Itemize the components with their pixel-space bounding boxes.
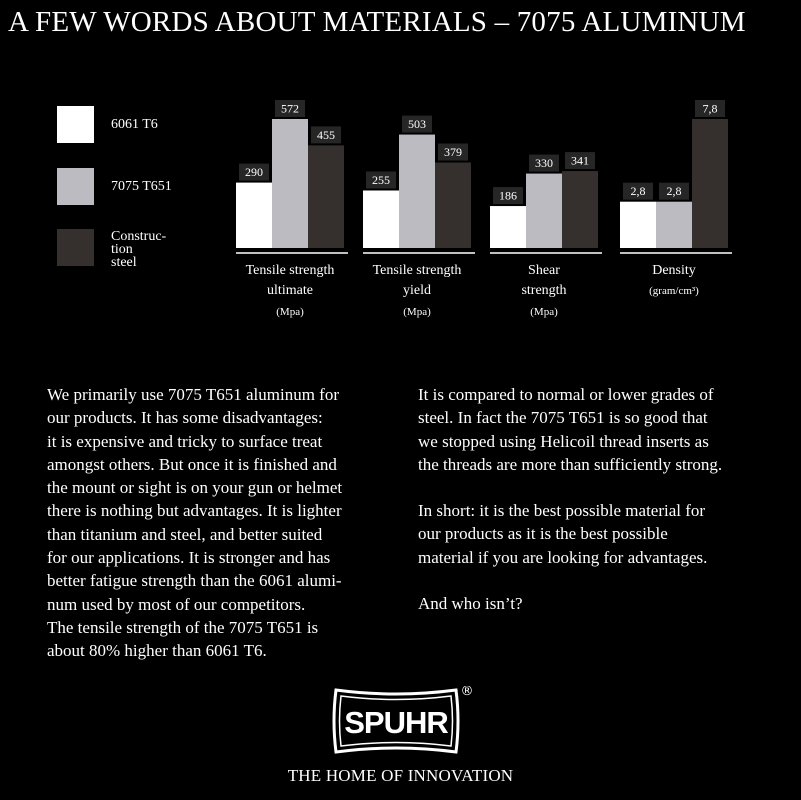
bar-shear-strength-7075-t651	[526, 174, 562, 248]
bar-tensile-strength-yield-construction-steel	[435, 163, 471, 248]
body-line: our products. It has some disadvantages:	[47, 408, 323, 428]
body-text-right	[418, 383, 722, 638]
page-title: A FEW WORDS ABOUT MATERIALS – 7075 ALUMINUM	[8, 6, 746, 38]
body-line: material if you are looking for advantages.	[418, 547, 708, 567]
data-label-tensile-strength-yield-construction-steel: 379	[444, 145, 462, 160]
body-line: the threads are more than sufficiently strong.	[418, 454, 723, 474]
data-label-density-6061-t6: 2,8	[630, 184, 646, 199]
category-unit-tensile-strength-ultimate: (Mpa)	[276, 306, 304, 318]
body-line: about 80% higher than 6061 T6.	[47, 641, 267, 661]
body-line: In short: it is the best possible material for	[418, 501, 706, 521]
legend-label-steel: Construc- tion steel	[111, 229, 167, 270]
body-text-left	[47, 383, 342, 663]
data-label-tensile-strength-ultimate-construction-steel: 455	[317, 127, 335, 142]
paragraph	[418, 499, 722, 569]
category-label-line2-shear-strength: strength	[521, 283, 567, 298]
tagline: THE HOME OF INNOVATION	[287, 766, 514, 785]
logo-text: SPUHR	[344, 705, 448, 740]
category-label-density: Density	[652, 263, 696, 278]
data-label-shear-strength-7075-t651: 330	[535, 156, 553, 171]
body-line: And who isn’t?	[418, 594, 523, 614]
data-label-density-construction-steel: 7,8	[702, 101, 718, 116]
data-label-shear-strength-6061-t6: 186	[499, 188, 517, 203]
body-line: for our applications. It is stronger and has	[47, 548, 331, 568]
category-label-tensile-strength-yield: Tensile strength	[372, 263, 462, 278]
bar-shear-strength-construction-steel	[562, 171, 598, 248]
body-line: steel. In fact the 7075 T651 is so good that	[418, 408, 708, 428]
bar-tensile-strength-ultimate-6061-t6	[236, 183, 272, 248]
category-unit-shear-strength: (Mpa)	[530, 306, 558, 318]
body-line: it is expensive and tricky to surface treat	[47, 431, 323, 451]
data-label-tensile-strength-yield-6061-t6: 255	[372, 172, 390, 187]
body-line: better fatigue strength than the 6061 alumi-	[47, 571, 342, 591]
paragraph	[418, 592, 722, 615]
body-line: our products as it is the best possible	[418, 524, 668, 544]
data-label-density-7075-t651: 2,8	[666, 184, 682, 199]
category-label-line2-tensile-strength-yield: yield	[403, 283, 431, 298]
paragraph	[418, 383, 722, 476]
bar-tensile-strength-ultimate-7075-t651	[272, 119, 308, 248]
category-unit-density: (gram/cm³)	[649, 285, 699, 297]
bar-density-7075-t651	[656, 202, 692, 248]
body-line: amongst others. But once it is finished and	[47, 454, 337, 474]
bar-shear-strength-6061-t6	[490, 206, 526, 248]
category-unit-tensile-strength-yield: (Mpa)	[403, 306, 431, 318]
bar-tensile-strength-yield-6061-t6	[363, 190, 399, 248]
spuhr-logo	[330, 686, 475, 756]
body-line: we stopped using Helicoil thread inserts as	[418, 431, 709, 451]
body-line: than titanium and steel, and better suited	[47, 524, 323, 544]
category-label-tensile-strength-ultimate: Tensile strength	[245, 263, 335, 278]
body-line: It is compared to normal or lower grades of	[418, 385, 714, 404]
body-line: The tensile strength of the 7075 T651 is	[47, 617, 319, 637]
category-label-line2-tensile-strength-ultimate: ultimate	[267, 283, 313, 298]
registered-mark: ®	[460, 686, 474, 699]
bar-density-6061-t6	[620, 202, 656, 248]
bar-tensile-strength-ultimate-construction-steel	[308, 145, 344, 248]
bar-chart	[0, 0, 801, 340]
body-line: num used by most of our competitors.	[47, 594, 306, 614]
category-label-shear-strength: Shear	[528, 263, 560, 278]
data-label-shear-strength-construction-steel: 341	[571, 153, 589, 168]
legend-label-7075: 7075 T651	[111, 179, 172, 194]
bar-tensile-strength-yield-7075-t651	[399, 135, 435, 248]
data-label-tensile-strength-ultimate-7075-t651: 572	[281, 101, 299, 116]
data-label-tensile-strength-ultimate-6061-t6: 290	[245, 165, 263, 180]
data-label-tensile-strength-yield-7075-t651: 503	[408, 117, 426, 132]
body-line: the mount or sight is on your gun or helmet	[47, 478, 343, 498]
body-line: there is nothing but advantages. It is lighter	[47, 501, 342, 521]
body-line: We primarily use 7075 T651 aluminum for	[47, 385, 339, 404]
legend-label-6061: 6061 T6	[111, 117, 158, 132]
bar-density-construction-steel	[692, 119, 728, 248]
